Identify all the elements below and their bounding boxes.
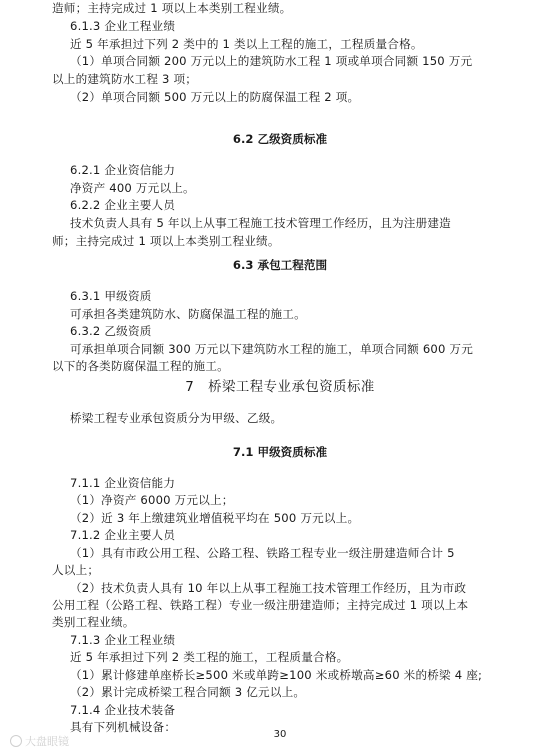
text-line: 以上的建筑防水工程 3 项； <box>52 72 198 86</box>
text-line: （1）净资产 6000 万元以上； <box>70 493 234 507</box>
watermark-text: 大盘眼镜 <box>25 735 69 748</box>
text-line: 人以上； <box>52 563 100 577</box>
text-line: 可承担单项合同额 300 万元以下建筑防水工程的施工，单项合同额 600 万元 <box>70 342 474 356</box>
section-heading-6-2-1: 6.2.1 企业资信能力 <box>70 163 176 177</box>
text-line: 桥梁工程专业承包资质分为甲级、乙级。 <box>70 411 283 425</box>
section-heading-6-1-3: 6.1.3 企业工程业绩 <box>70 19 176 33</box>
heading-7-1: 7.1 甲级资质标准 <box>232 445 328 459</box>
text-line: 类别工程业绩。 <box>52 615 135 629</box>
text-line: 师；主持完成过 1 项以上本类别工程业绩。 <box>52 234 280 248</box>
text-line: 造师；主持完成过 1 项以上本类别工程业绩。 <box>52 1 292 15</box>
text-line: 净资产 400 万元以上。 <box>70 181 195 195</box>
heading-6-2: 6.2 乙级资质标准 <box>232 132 328 146</box>
section-heading-7-1-1: 7.1.1 企业资信能力 <box>70 476 176 490</box>
text-line: 以下的各类防腐保温工程的施工。 <box>52 359 229 373</box>
text-line: （1）具有市政公用工程、公路工程、铁路工程专业一级注册建造师合计 5 <box>70 546 455 560</box>
text-line: （2）近 3 年上缴建筑业增值税平均在 500 万元以上。 <box>70 511 360 525</box>
section-heading-6-2-2: 6.2.2 企业主要人员 <box>70 198 176 212</box>
text-line: 技术负责人具有 5 年以上从事工程施工技术管理工作经历，且为注册建造 <box>70 216 451 230</box>
text-line: 具有下列机械设备： <box>70 720 177 734</box>
section-heading-7-1-4: 7.1.4 企业技术装备 <box>70 703 176 717</box>
section-heading-6-3-2: 6.3.2 乙级资质 <box>70 324 152 338</box>
section-heading-6-3-1: 6.3.1 甲级资质 <box>70 289 152 303</box>
text-line: （2）单项合同额 500 万元以上的防腐保温工程 2 项。 <box>70 90 360 104</box>
chapter-heading-7: 7 桥梁工程专业承包资质标准 <box>185 380 375 395</box>
text-line: （1）累计修建单座桥长≥500 米或单跨≥100 米或桥墩高≥60 米的桥梁 4 座; <box>70 668 483 682</box>
text-line: 近 5 年承担过下列 2 类工程的施工，工程质量合格。 <box>70 650 349 664</box>
text-line: （2）技术负责人具有 10 年以上从事工程施工技术管理工作经历，且为市政 <box>70 581 467 595</box>
page-number: 30 <box>273 729 287 740</box>
text-line: 近 5 年承担过下列 2 类中的 1 类以上工程的施工，工程质量合格。 <box>70 37 423 51</box>
text-line: （1）单项合同额 200 万元以上的建筑防水工程 1 项或单项合同额 150 万元 <box>70 54 473 68</box>
watermark <box>10 735 69 749</box>
text-line: 可承担各类建筑防水、防腐保温工程的施工。 <box>70 307 306 321</box>
watermark-logo-icon <box>10 735 22 747</box>
heading-6-3: 6.3 承包工程范围 <box>232 258 328 272</box>
section-heading-7-1-3: 7.1.3 企业工程业绩 <box>70 633 176 647</box>
text-line: 公用工程（公路工程、铁路工程）专业一级注册建造师；主持完成过 1 项以上本 <box>52 598 469 612</box>
section-heading-7-1-2: 7.1.2 企业主要人员 <box>70 528 176 542</box>
text-line: （2）累计完成桥梁工程合同额 3 亿元以上。 <box>70 685 306 699</box>
